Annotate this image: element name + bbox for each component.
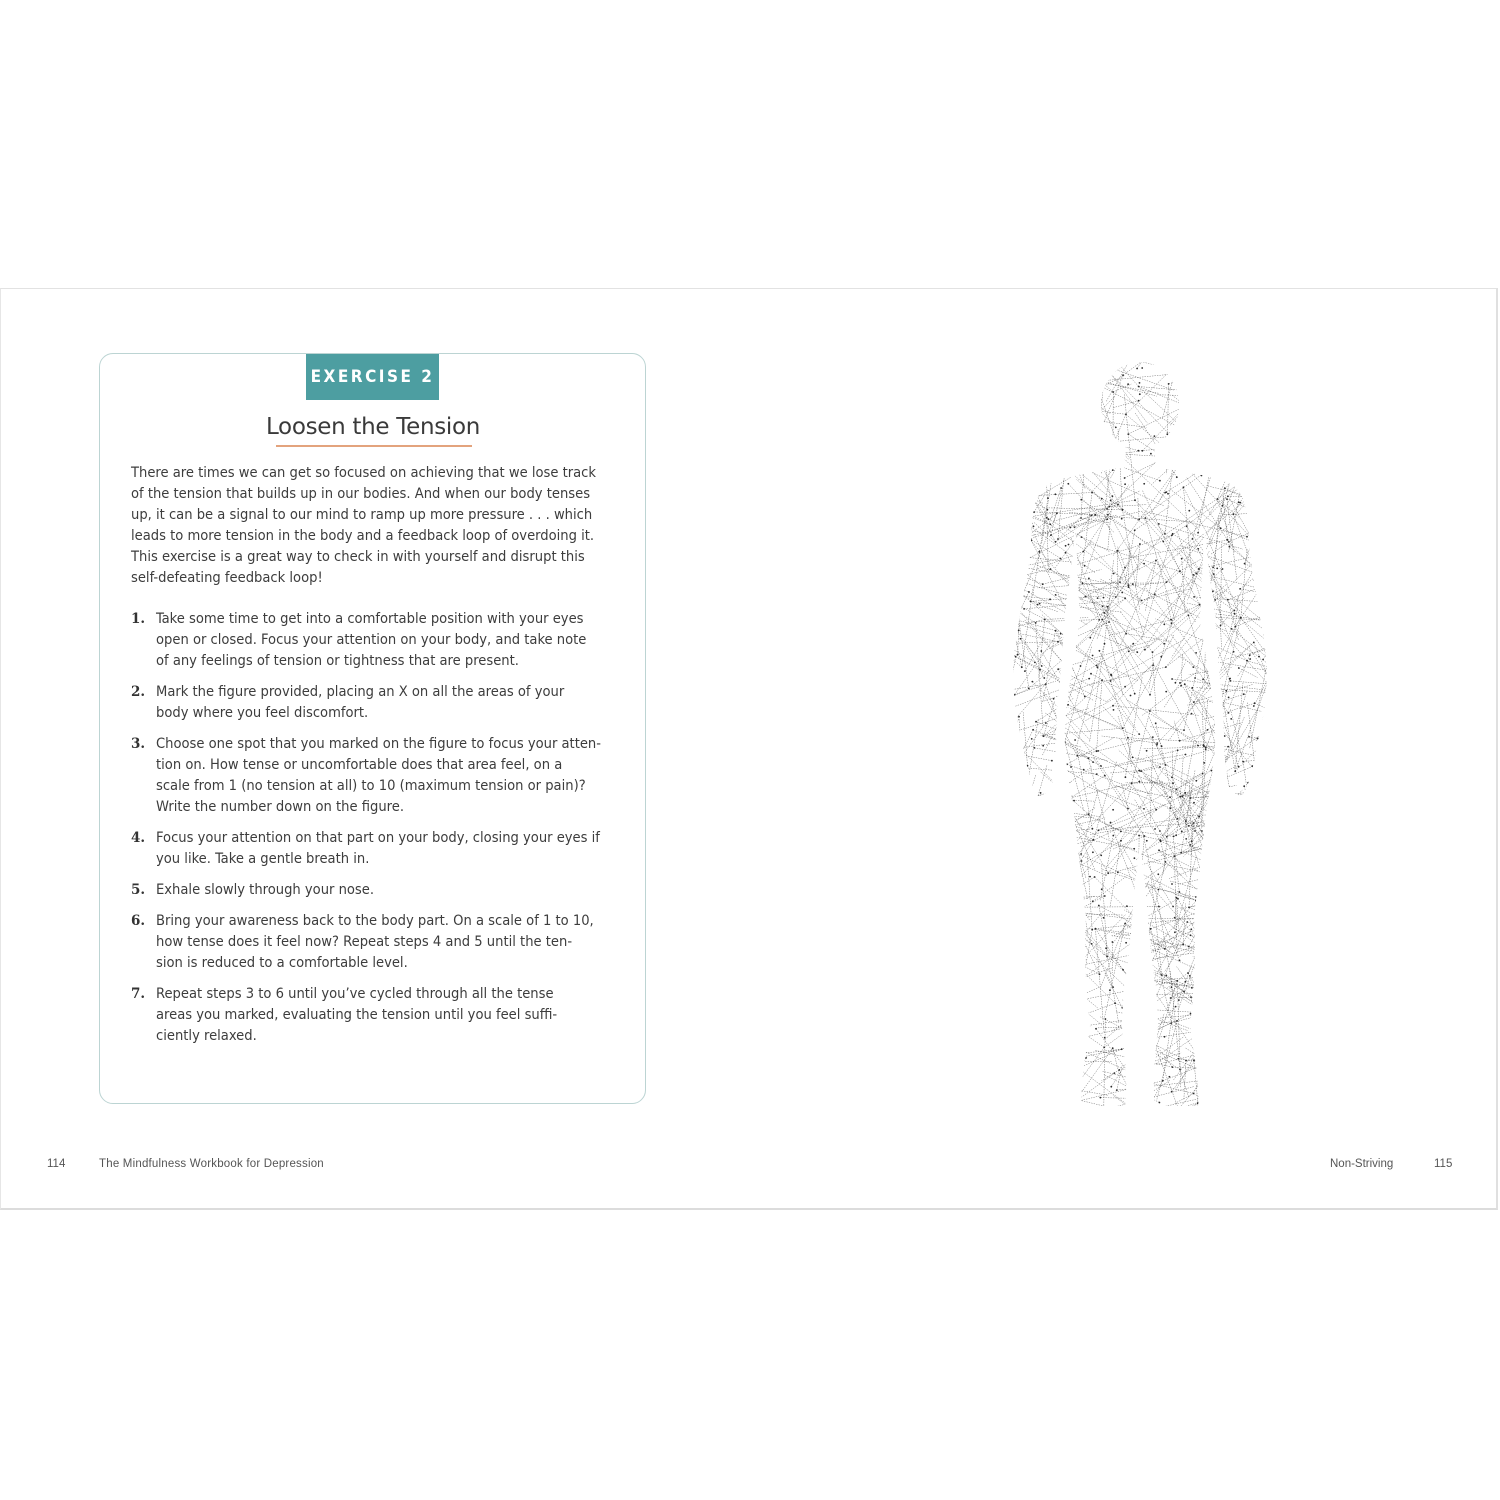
step-number: 6.	[131, 913, 146, 930]
step-number: 2.	[131, 684, 146, 701]
step-text: Bring your awareness back to the body part. On a scale of 1 to 10, how tense does it feel now? Repeat steps 4 and 5 until the ten- sion is reduced to a comfortable level.	[156, 912, 594, 972]
left-page-number: 114	[47, 1158, 66, 1170]
step-item	[131, 828, 609, 870]
figure-linework	[1000, 358, 1280, 1118]
exercise-tag: EXERCISE 2	[306, 354, 439, 400]
step-text: Mark the figure provided, placing an X on all the areas of your body where you feel discomfort.	[156, 683, 565, 721]
step-number: 3.	[131, 736, 146, 753]
step-item	[131, 911, 609, 974]
step-item	[131, 734, 609, 818]
exercise-title: Loosen the Tension	[265, 414, 481, 440]
body-figure[interactable]	[1000, 358, 1280, 1118]
right-page-number: 115	[1434, 1158, 1453, 1170]
step-text: Choose one spot that you marked on the figure to focus your atten- tion on. How tense or uncomfortable does that area feel, on a scale from 1 (no tension at all) to 10 (maximum tension or pain)? Write the number down on the figure.	[156, 735, 601, 815]
step-number: 7.	[131, 986, 146, 1003]
exercise-intro: There are times we can get so focused on achieving that we lose track of the tension that builds up in our bodies. And when our body tenses up, it can be a signal to our mind to ramp up more pressure . . . which leads to more tension in the body and a feedback loop of overdoing it. This exercise is a great way to check in with yourself and disrupt this self-defeating feedback loop!	[131, 464, 596, 586]
step-text: Repeat steps 3 to 6 until you’ve cycled through all the tense areas you marked, evaluating the tension until you feel suffi- ciently relaxed.	[156, 985, 558, 1045]
step-number: 4.	[131, 830, 146, 847]
step-item	[131, 682, 609, 724]
step-number: 5.	[131, 882, 146, 899]
left-running-title: The Mindfulness Workbook for Depression	[99, 1158, 324, 1170]
step-text: Exhale slowly through your nose.	[156, 881, 375, 899]
step-text: Focus your attention on that part on your body, closing your eyes if you like. Take a gentle breath in.	[156, 829, 600, 867]
step-text: Take some time to get into a comfortable position with your eyes open or closed. Focus your attention on your body, and take note of any feelings of tension or tightness that are present.	[156, 610, 587, 669]
step-item	[131, 880, 609, 901]
title-underline	[276, 445, 472, 447]
step-number: 1.	[131, 611, 146, 627]
steps-list	[131, 609, 609, 1057]
step-item	[131, 609, 609, 672]
step-item	[131, 984, 609, 1047]
body-figure-svg	[1000, 358, 1280, 1118]
right-section-title: Non-Striving	[1330, 1158, 1394, 1170]
